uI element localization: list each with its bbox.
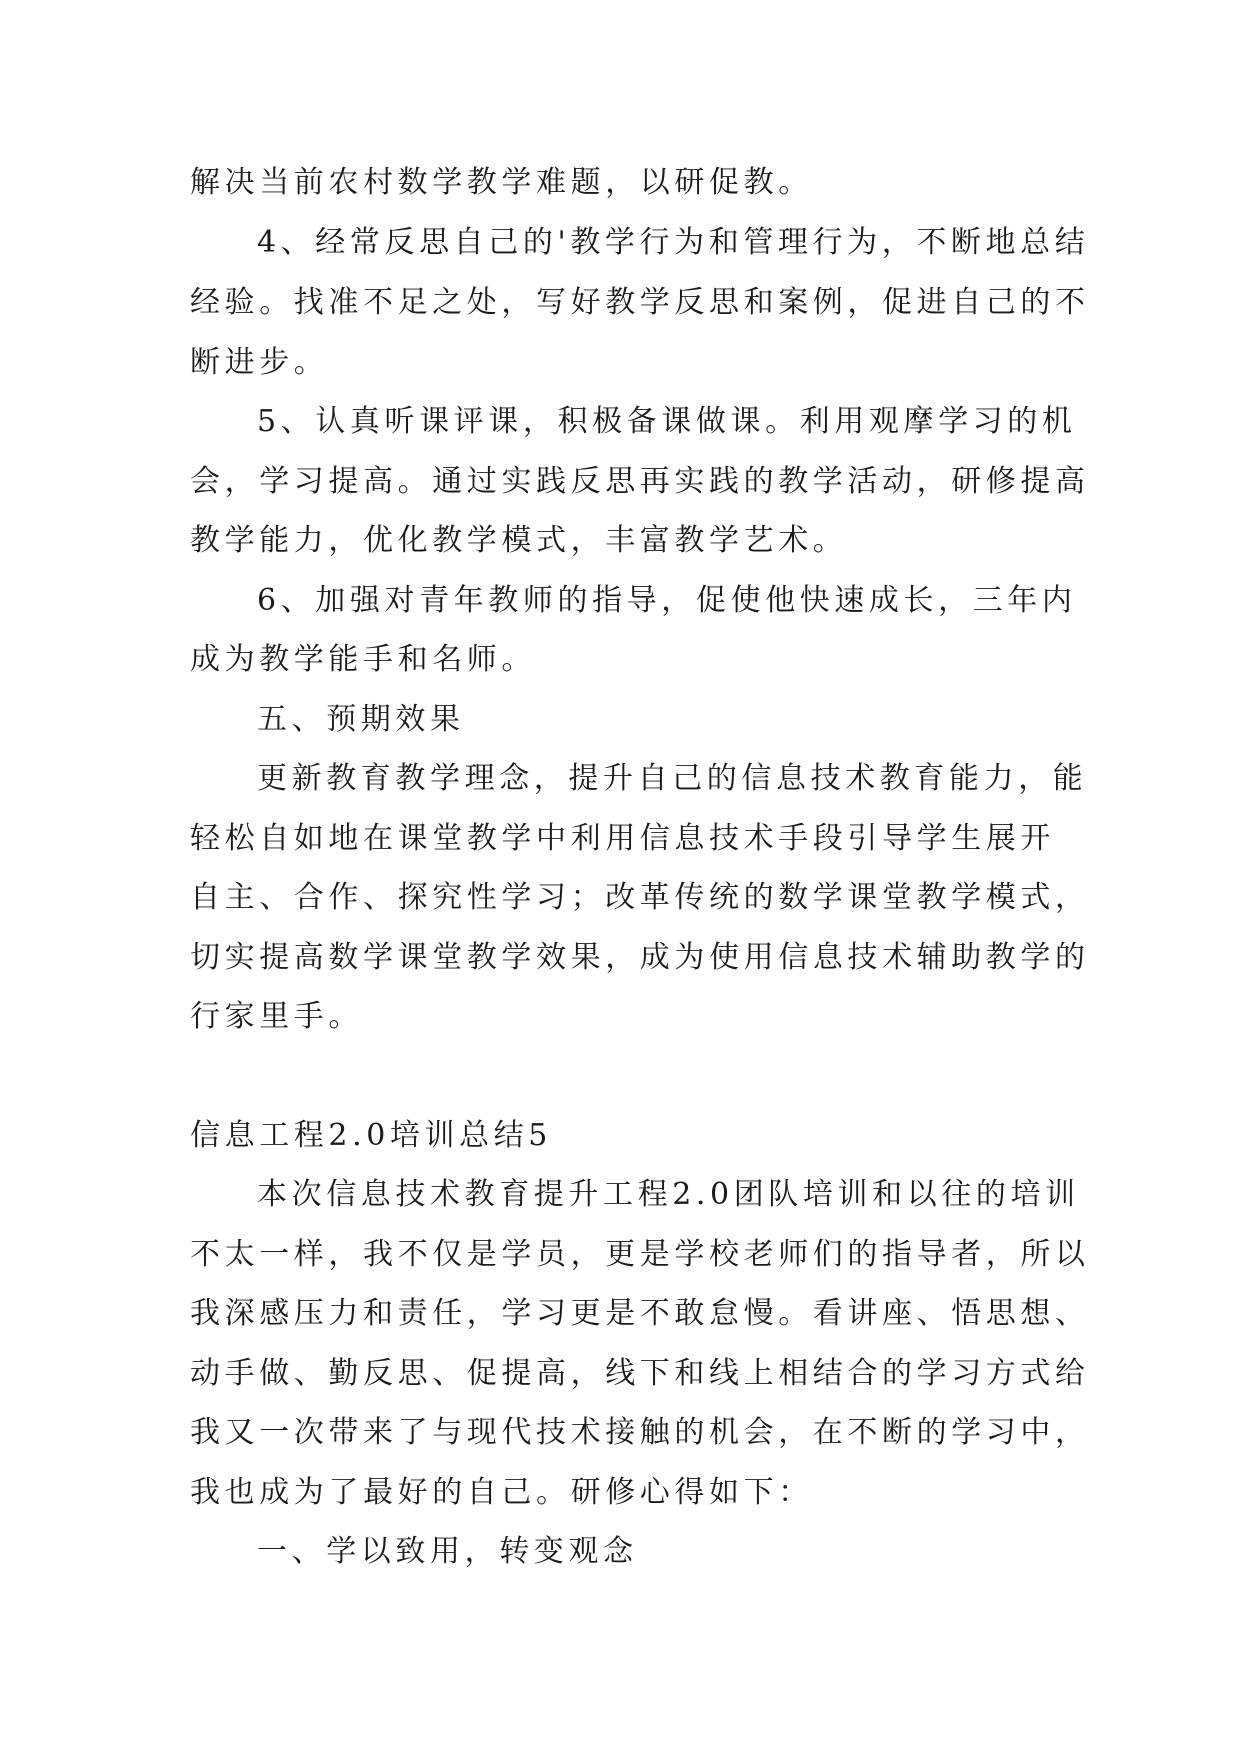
- section-heading: 五、预期效果: [257, 702, 465, 737]
- text-line: 会，学习提高。通过实践反思再实践的教学活动，研修提高: [190, 464, 1090, 499]
- text-line: 解决当前农村数学教学难题，以研促教。: [190, 165, 813, 200]
- text-line: 不太一样，我不仅是学员，更是学校老师们的指导者，所以: [190, 1237, 1090, 1272]
- article-title: 信息工程2.0培训总结5: [190, 1118, 552, 1153]
- text-line: 我也成为了最好的自己。研修心得如下：: [190, 1475, 813, 1510]
- text-line: 行家里手。: [190, 999, 363, 1034]
- text-line: 自主、合作、探究性学习；改革传统的数学课堂教学模式，: [190, 880, 1090, 915]
- text-line: 我深感压力和责任，学习更是不敢怠慢。看讲座、悟思想、: [190, 1296, 1090, 1331]
- text-line: 6、加强对青年教师的指导，促使他快速成长，三年内: [257, 583, 1077, 618]
- text-line: 我又一次带来了与现代技术接触的机会，在不断的学习中，: [190, 1415, 1090, 1450]
- text-line: 断进步。: [190, 345, 329, 380]
- text-line: 切实提高数学课堂教学效果，成为使用信息技术辅助教学的: [190, 940, 1090, 975]
- text-line: 成为教学能手和名师。: [190, 642, 536, 677]
- section-heading: 一、学以致用，转变观念: [257, 1534, 638, 1569]
- text-line: 本次信息技术教育提升工程2.0团队培训和以往的培训: [257, 1177, 1080, 1212]
- text-line: 经验。找准不足之处，写好教学反思和案例，促进自己的不: [190, 285, 1090, 320]
- text-line: 更新教育教学理念，提升自己的信息技术教育能力，能: [257, 761, 1088, 796]
- text-line: 教学能力，优化教学模式，丰富教学艺术。: [190, 523, 848, 558]
- text-line: 轻松自如地在课堂教学中利用信息技术手段引导学生展开: [190, 821, 1055, 856]
- text-line: 5、认真听课评课，积极备课做课。利用观摩学习的机: [257, 404, 1077, 439]
- text-line: 4、经常反思自己的'教学行为和管理行为，不断地总结: [257, 225, 1090, 260]
- text-line: 动手做、勤反思、促提高，线下和线上相结合的学习方式给: [190, 1356, 1090, 1391]
